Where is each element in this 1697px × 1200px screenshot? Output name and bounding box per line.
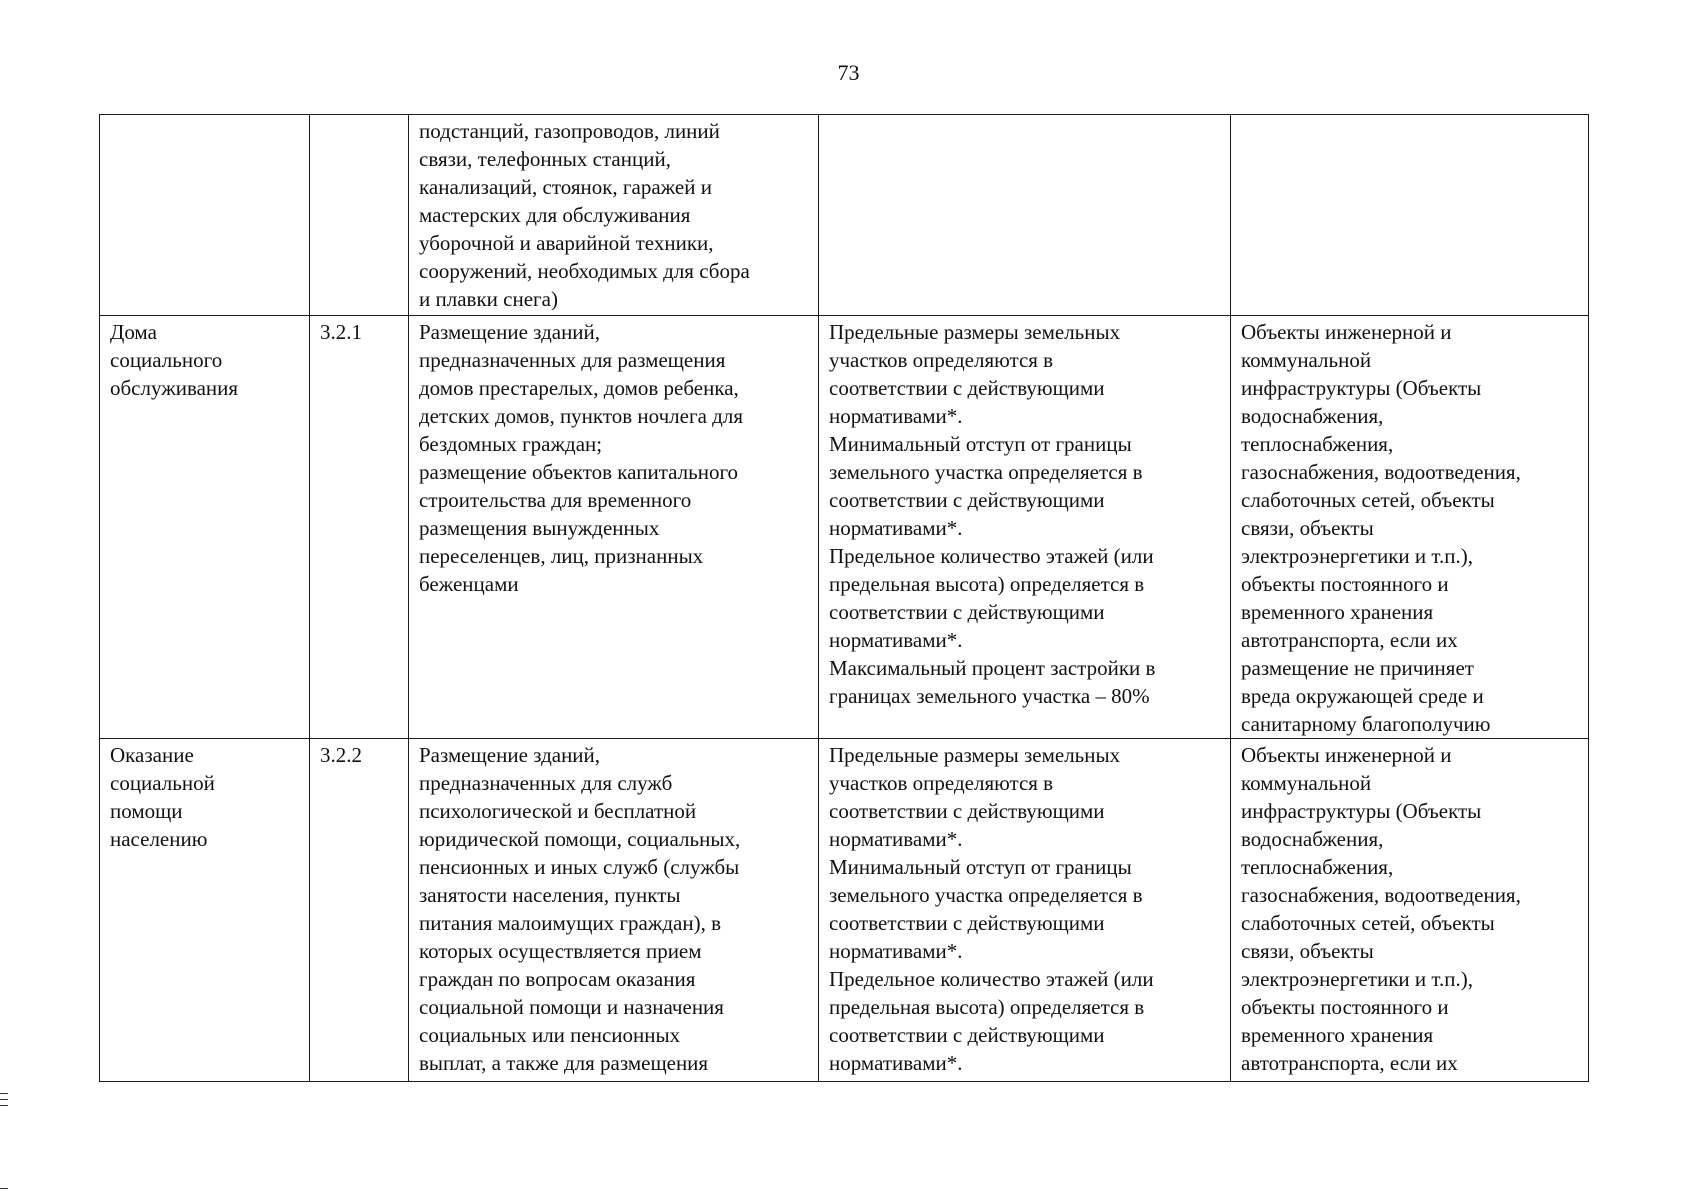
use-name-cell: Дома социального обслуживания: [100, 316, 310, 739]
auxiliary-uses-cell: Объекты инженерной и коммунальной инфраструктуры (Объекты водоснабжения, теплоснабжения, газоснабжения, водоотведения, слаботочных сетей, объекты связи, объекты электроэнергетики и т.п.), объекты постоянного и временного хранения автотранспорта, если их: [1231, 739, 1589, 1082]
table-row: [100, 316, 1589, 739]
use-parameters-cell: [819, 115, 1231, 316]
scan-margin-mark: [0, 1105, 8, 1106]
table-row: [100, 115, 1589, 316]
use-code-cell: [310, 115, 409, 316]
use-description-cell: Размещение зданий, предназначенных для служб психологической и бесплатной юридической помощи, социальных, пенсионных и иных служб (службы занятости населения, пункты питания малоимущих граждан), в которых осуществляется прием граждан по вопросам оказания социальной помощи и назначения социальных или пенсионных выплат, а также для размещения: [409, 739, 819, 1082]
use-name-cell: [100, 115, 310, 316]
scan-margin-mark: [0, 1188, 8, 1189]
scan-margin-mark: [0, 1093, 8, 1094]
land-use-table: [99, 114, 1589, 1082]
use-description-cell: Размещение зданий, предназначенных для размещения домов престарелых, домов ребенка, детских домов, пунктов ночлега для бездомных граждан; размещение объектов капитального строительства для временного размещения вынужденных переселенцев, лиц, признанных беженцами: [409, 316, 819, 739]
use-code-cell: 3.2.2: [310, 739, 409, 1082]
auxiliary-uses-cell: [1231, 115, 1589, 316]
use-description-cell: подстанций, газопроводов, линий связи, телефонных станций, канализаций, стоянок, гаражей и мастерских для обслуживания уборочной и аварийной техники, сооружений, необходимых для сбора и плавки снега): [409, 115, 819, 316]
use-parameters-cell: Предельные размеры земельных участков определяются в соответствии с действующими нормативами*. Минимальный отступ от границы земельного участка определяется в соответствии с действующими нормативами*. Предельное количество этажей (или предельная высота) определяется в соответствии с действующими нормативами*.: [819, 739, 1231, 1082]
auxiliary-uses-cell: Объекты инженерной и коммунальной инфраструктуры (Объекты водоснабжения, теплоснабжения, газоснабжения, водоотведения, слаботочных сетей, объекты связи, объекты электроэнергетики и т.п.), объекты постоянного и временного хранения автотранспорта, если их размещение не причиняет вреда окружающей среде и санитарному благополучию: [1231, 316, 1589, 739]
use-name-cell: Оказание социальной помощи населению: [100, 739, 310, 1082]
page-number: 73: [837, 60, 860, 85]
use-parameters-cell: Предельные размеры земельных участков определяются в соответствии с действующими нормативами*. Минимальный отступ от границы земельного участка определяется в соответствии с действующими нормативами*. Предельное количество этажей (или предельная высота) определяется в соответствии с действующими нормативами*. Максимальный процент застройки в границах земельного участка – 80%: [819, 316, 1231, 739]
scan-margin-mark: [0, 1099, 8, 1100]
use-code-cell: 3.2.1: [310, 316, 409, 739]
table-row: [100, 739, 1589, 1082]
